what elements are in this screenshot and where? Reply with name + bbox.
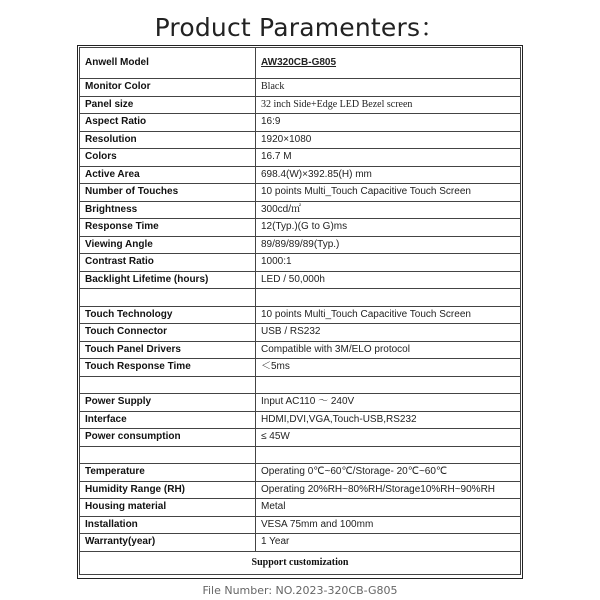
row-value: 300cd/㎡ bbox=[256, 201, 521, 219]
table-row bbox=[80, 96, 521, 114]
row-label: Colors bbox=[80, 149, 256, 167]
row-value: HDMI,DVI,VGA,Touch-USB,RS232 bbox=[256, 411, 521, 429]
table-row bbox=[80, 254, 521, 272]
table-row bbox=[80, 516, 521, 534]
row-value: 16.7 M bbox=[256, 149, 521, 167]
row-label: Panel size bbox=[80, 96, 256, 114]
row-label: Contrast Ratio bbox=[80, 254, 256, 272]
row-label: Temperature bbox=[80, 464, 256, 482]
blank-cell bbox=[256, 446, 521, 464]
row-value: 1000:1 bbox=[256, 254, 521, 272]
table-row bbox=[80, 359, 521, 377]
row-label: Housing material bbox=[80, 499, 256, 517]
table-row bbox=[80, 411, 521, 429]
blank-cell bbox=[80, 376, 256, 394]
table-row bbox=[80, 131, 521, 149]
row-label: Humidity Range (RH) bbox=[80, 481, 256, 499]
row-value: Metal bbox=[256, 499, 521, 517]
footer-row bbox=[80, 551, 521, 574]
row-value: Operating 0℃~60℃/Storage- 20℃~60℃ bbox=[256, 464, 521, 482]
row-value: ＜5ms bbox=[256, 359, 521, 377]
row-label: Backlight Lifetime (hours) bbox=[80, 271, 256, 289]
file-number: File Number: NO.2023-320CB-G805 bbox=[202, 584, 398, 597]
row-value: Compatible with 3M/ELO protocol bbox=[256, 341, 521, 359]
table-row bbox=[80, 429, 521, 447]
row-label: Aspect Ratio bbox=[80, 114, 256, 132]
row-label: Anwell Model bbox=[80, 48, 256, 79]
table-row bbox=[80, 114, 521, 132]
row-value: 10 points Multi_Touch Capacitive Touch Screen bbox=[256, 306, 521, 324]
row-label: Warranty(year) bbox=[80, 534, 256, 552]
row-value: USB / RS232 bbox=[256, 324, 521, 342]
support-customization-cell: Support customization bbox=[80, 551, 521, 574]
table-row bbox=[80, 219, 521, 237]
table-row bbox=[80, 499, 521, 517]
table-row bbox=[80, 149, 521, 167]
row-value: 89/89/89/89(Typ.) bbox=[256, 236, 521, 254]
row-label: Installation bbox=[80, 516, 256, 534]
row-value: Input AC110 ～ 240V bbox=[256, 394, 521, 412]
row-value: ≤ 45W bbox=[256, 429, 521, 447]
blank-cell bbox=[256, 289, 521, 307]
row-value: 16:9 bbox=[256, 114, 521, 132]
row-value: VESA 75mm and 100mm bbox=[256, 516, 521, 534]
row-label: Resolution bbox=[80, 131, 256, 149]
row-label: Touch Connector bbox=[80, 324, 256, 342]
table-row bbox=[80, 534, 521, 552]
row-label: Touch Panel Drivers bbox=[80, 341, 256, 359]
row-value: LED / 50,000h bbox=[256, 271, 521, 289]
table-row bbox=[80, 464, 521, 482]
row-value: 1920×1080 bbox=[256, 131, 521, 149]
row-value: AW320CB-G805 bbox=[256, 48, 521, 79]
row-label: Interface bbox=[80, 411, 256, 429]
table-row bbox=[80, 481, 521, 499]
row-label: Power Supply bbox=[80, 394, 256, 412]
table-row bbox=[80, 184, 521, 202]
blank-cell bbox=[80, 446, 256, 464]
row-value: 10 points Multi_Touch Capacitive Touch Screen bbox=[256, 184, 521, 202]
table-row bbox=[80, 394, 521, 412]
table-row bbox=[80, 79, 521, 97]
row-label: Touch Response Time bbox=[80, 359, 256, 377]
row-value: 32 inch Side+Edge LED Bezel screen bbox=[256, 96, 521, 114]
row-label: Touch Technology bbox=[80, 306, 256, 324]
row-value: Black bbox=[256, 79, 521, 97]
table-row bbox=[80, 236, 521, 254]
row-value: 12(Typ.)(G to G)ms bbox=[256, 219, 521, 237]
table-row bbox=[80, 201, 521, 219]
row-label: Monitor Color bbox=[80, 79, 256, 97]
blank-row bbox=[80, 376, 521, 394]
row-label: Number of Touches bbox=[80, 184, 256, 202]
row-label: Power consumption bbox=[80, 429, 256, 447]
table-row bbox=[80, 341, 521, 359]
row-label: Response Time bbox=[80, 219, 256, 237]
page-title: Product Paramenters： bbox=[154, 13, 446, 42]
spec-table bbox=[79, 47, 521, 575]
table-row bbox=[80, 48, 521, 79]
blank-row bbox=[80, 446, 521, 464]
blank-cell bbox=[80, 289, 256, 307]
row-label: Active Area bbox=[80, 166, 256, 184]
row-value: Operating 20%RH~80%RH/Storage10%RH~90%RH bbox=[256, 481, 521, 499]
row-label: Brightness bbox=[80, 201, 256, 219]
row-label: Viewing Angle bbox=[80, 236, 256, 254]
table-row bbox=[80, 271, 521, 289]
row-value: 1 Year bbox=[256, 534, 521, 552]
blank-cell bbox=[256, 376, 521, 394]
table-row bbox=[80, 324, 521, 342]
table-row bbox=[80, 166, 521, 184]
table-row bbox=[80, 306, 521, 324]
row-value: 698.4(W)×392.85(H) mm bbox=[256, 166, 521, 184]
blank-row bbox=[80, 289, 521, 307]
